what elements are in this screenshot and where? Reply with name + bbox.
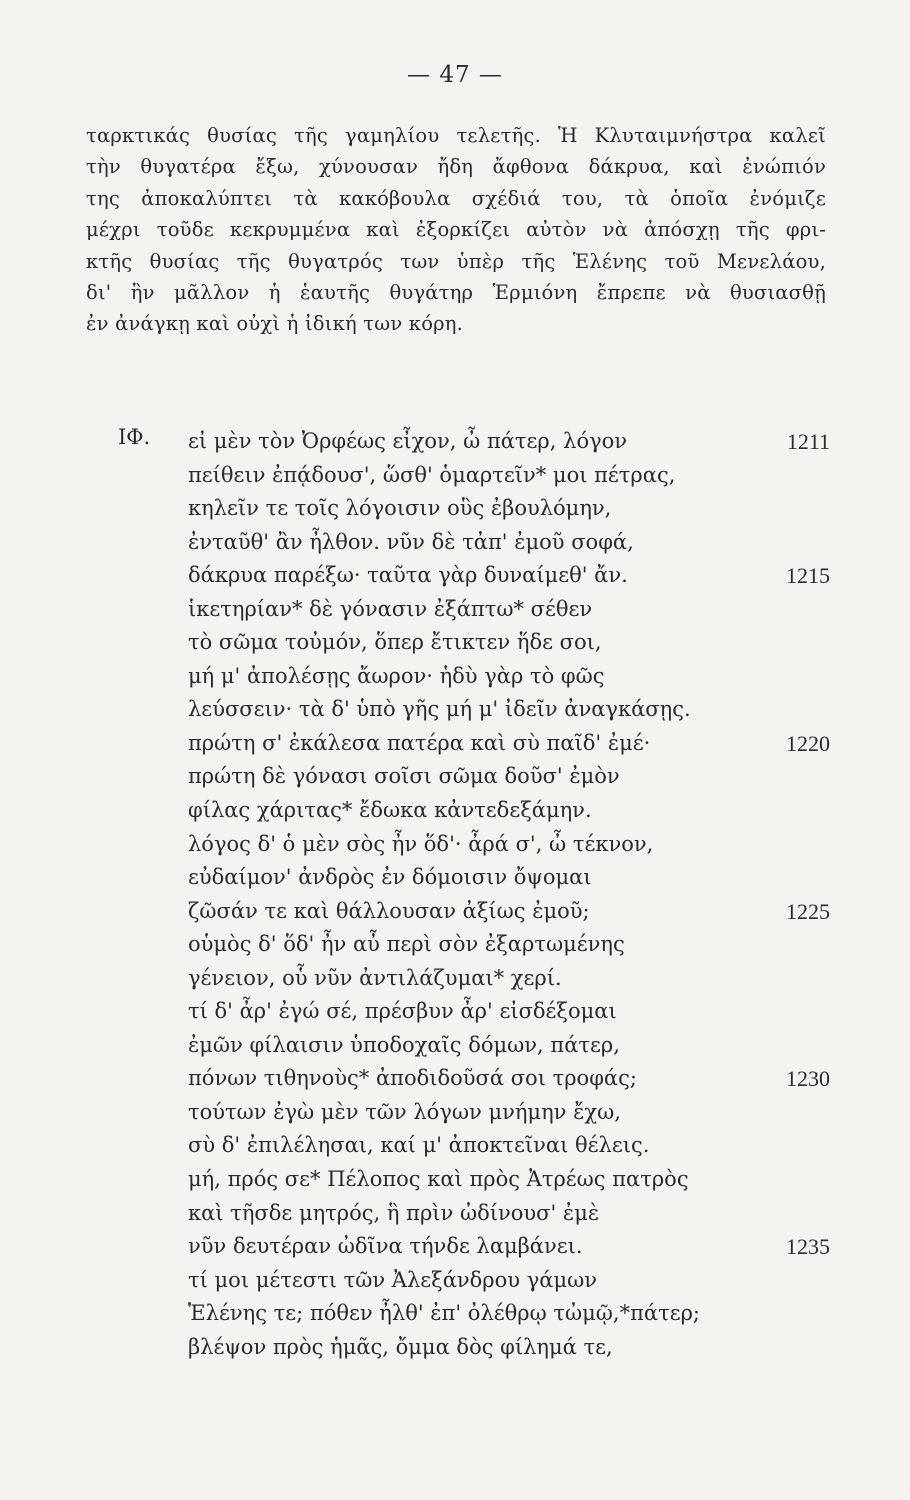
line-number: 1211 xyxy=(786,429,830,454)
verse-line: νῦν δευτέραν ὠδῖνα τήνδε λαμβάνει. xyxy=(188,1234,583,1259)
verse-line: πρώτη σ' ἐκάλεσα πατέρα καὶ σὺ παῖδ' ἐμέ· xyxy=(188,730,651,755)
line-number: 1225 xyxy=(786,898,830,924)
verse-line: τί μοι μέτεστι τῶν Ἀλεξάνδρου γάμων xyxy=(188,1267,598,1292)
verse-line: βλέψον πρὸς ἡμᾶς, ὄμμα δὸς φίλημά τε, xyxy=(188,1334,613,1359)
verse-line: πείθειν ἐπᾴδουσ', ὥσθ' ὁμαρτεῖν* μοι πέτρας, xyxy=(188,462,676,487)
verse-line: πόνων τιθηνοὺς* ἀποδιδοῦσά σοι τροφάς; xyxy=(188,1066,637,1091)
verse-line: οὑμὸς δ' ὅδ' ἦν αὖ περὶ σὸν ἐξαρτωμένης xyxy=(188,932,625,957)
line-number: 1235 xyxy=(786,1234,830,1260)
verse-line: μή, πρός σε* Πέλοπος καὶ πρὸς Ἀτρέως πατρὸς xyxy=(188,1167,689,1192)
verse-line: ἐνταῦθ' ἂν ἦλθον. νῦν δὲ τἀπ' ἐμοῦ σοφά, xyxy=(188,529,634,554)
verse-line: γένειον, οὗ νῦν ἀντιλάζυμαι* χερί. xyxy=(188,965,562,990)
line-number: 1215 xyxy=(786,563,830,589)
line-number: 1230 xyxy=(786,1066,830,1092)
verse-line: σὺ δ' ἐπιλέλησαι, καί μ' ἀποκτεῖναι θέλεις. xyxy=(188,1133,650,1158)
verse-line: εὐδαίμον' ἀνδρὸς ἐν δόμοισιν ὄψομαι xyxy=(188,865,592,890)
verse-line: τί δ' ἆρ' ἐγώ σέ, πρέσβυν ἆρ' εἰσδέξομαι xyxy=(188,999,617,1024)
verse-line: τὸ σῶμα τοὐμόν, ὅπερ ἔτικτεν ἥδε σοι, xyxy=(188,630,602,655)
verse-line: μή μ' ἀπολέσῃς ἄωρον· ἡδὺ γὰρ τὸ φῶς xyxy=(188,663,605,688)
prose-line: ταρκτικάς θυσίας τῆς γαμηλίου τελετῆς. Ἡ Κλυταιμνήστρα καλεῖ xyxy=(86,124,826,147)
verse-line: λόγος δ' ὁ μὲν σὸς ἦν ὅδ'· ἆρά σ', ὦ τέκνον, xyxy=(188,831,654,856)
verse-line: ζῶσάν τε καὶ θάλλουσαν ἀξίως ἐμοῦ; xyxy=(188,898,590,923)
prose-line: της ἀποκαλύπτει τὰ κακόβουλα σχέδιά του, τὰ ὁποῖα ἐνόμιζε xyxy=(86,186,826,210)
verse-line: κηλεῖν τε τοῖς λόγοισιν οὓς ἐβουλόμην, xyxy=(188,496,612,521)
page-number: — 47 — xyxy=(407,62,503,88)
prose-line: μέχρι τοῦδε κεκρυμμένα καὶ ἐξορκίζει αὐτὸν νὰ ἀπόσχῃ τῆς φρι- xyxy=(86,218,826,242)
verse-line: τούτων ἐγὼ μὲν τῶν λόγων μνήμην ἔχω, xyxy=(188,1099,621,1124)
verse-line: ἐμῶν φίλαισιν ὑποδοχαῖς δόμων, πάτερ, xyxy=(188,1032,620,1057)
line-number: 1220 xyxy=(786,730,830,756)
verse-block xyxy=(188,425,748,1364)
verse-line: ἱκετηρίαν* δὲ γόνασιν ἐξάπτω* σέθεν xyxy=(188,596,593,621)
verse-line: δάκρυα παρέξω· ταῦτα γὰρ δυναίμεθ' ἄν. xyxy=(188,563,628,588)
prose-line: κτῆς θυσίας τῆς θυγατρός των ὑπὲρ τῆς Ἑλένης τοῦ Μενελάου, xyxy=(86,249,826,273)
prose-line: ἐν ἀνάγκῃ καὶ οὐχὶ ἡ ἰδική των κόρη. xyxy=(86,312,464,336)
verse-line: καὶ τῆσδε μητρός, ἣ πρὶν ὠδίνουσ' ἐμὲ xyxy=(188,1200,600,1225)
speaker-label: ΙΦ. xyxy=(118,425,151,449)
verse-line: φίλας χάριτας* ἔδωκα κἀντεδεξάμην. xyxy=(188,798,592,823)
verse-line: λεύσσειν· τὰ δ' ὑπὸ γῆς μή μ' ἰδεῖν ἀναγκάσῃς. xyxy=(188,697,691,722)
prose-paragraph xyxy=(86,120,826,340)
prose-line: δι' ἣν μᾶλλον ἡ ἑαυτῆς θυγάτηρ Ἑρμιόνη ἔπρεπε νὰ θυσιασθῇ xyxy=(86,280,826,304)
verse-line: εἰ μὲν τὸν Ὀρφέως εἶχον, ὦ πάτερ, λόγον xyxy=(188,429,628,453)
prose-line: τὴν θυγατέρα ἔξω, χύνουσαν ἤδη ἄφθονα δάκρυα, καὶ ἐνώπιόν xyxy=(86,155,826,179)
verse-line: πρώτη δὲ γόνασι σοῖσι σῶμα δοῦσ' ἐμὸν xyxy=(188,764,620,789)
verse-line: Ἑλένης τε; πόθεν ἦλθ' ἐπ' ὀλέθρῳ τὠμῷ,*πάτερ; xyxy=(188,1301,701,1326)
